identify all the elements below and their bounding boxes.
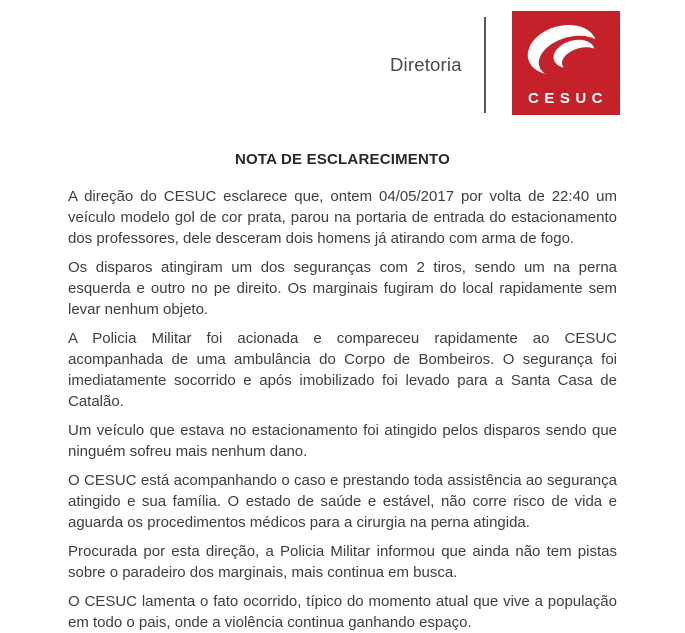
cesuc-logo xyxy=(512,11,620,115)
note-paragraph-2: Os disparos atingiram um dos seguranças com 2 tiros, sendo um na perna esquerda e outro no pe direito. Os marginais fugiram do local rapidamente sem levar nenhum objeto. xyxy=(68,259,617,318)
note-title: NOTA DE ESCLARECIMENTO xyxy=(235,151,450,168)
logo-text: CESUC xyxy=(527,90,609,107)
note-paragraph-3: A Policia Militar foi acionada e compareceu rapidamente ao CESUC acompanhada de uma ambulância do Corpo de Bombeiros. O segurança foi imediatamente socorrido e após imobilizado foi levado para a Santa Casa de Catalão. xyxy=(68,330,617,410)
department-label: Diretoria xyxy=(390,54,462,75)
header-divider xyxy=(484,17,486,113)
note-paragraph-4: Um veículo que estava no estacionamento foi atingido pelos disparos sendo que ninguém sofreu mais nenhum dano. xyxy=(68,422,617,460)
note-body xyxy=(68,149,617,633)
cesuc-logo-graphic xyxy=(512,11,620,115)
note-paragraph-1: A direção do CESUC esclarece que, ontem 04/05/2017 por volta de 22:40 um veículo modelo gol de cor prata, parou na portaria de entrada do estacionamento dos professores, dele desceram dois homens já atirando com arma de fogo. xyxy=(68,188,617,247)
note-paragraph-6: Procurada por esta direção, a Policia Militar informou que ainda não tem pistas sobre o paradeiro dos marginais, mais continua em busca. xyxy=(68,543,617,581)
note-paragraph-7: O CESUC lamenta o fato ocorrido, típico do momento atual que vive a população em todo o pais, onde a violência continua ganhando espaço. xyxy=(68,593,617,631)
note-paragraph-5: O CESUC está acompanhando o caso e prestando toda assistência ao segurança atingido e sua família. O estado de saúde e estável, não corre risco de vida e aguarda os procedimentos médicos para a cirurgia na perna atingida. xyxy=(68,472,617,531)
